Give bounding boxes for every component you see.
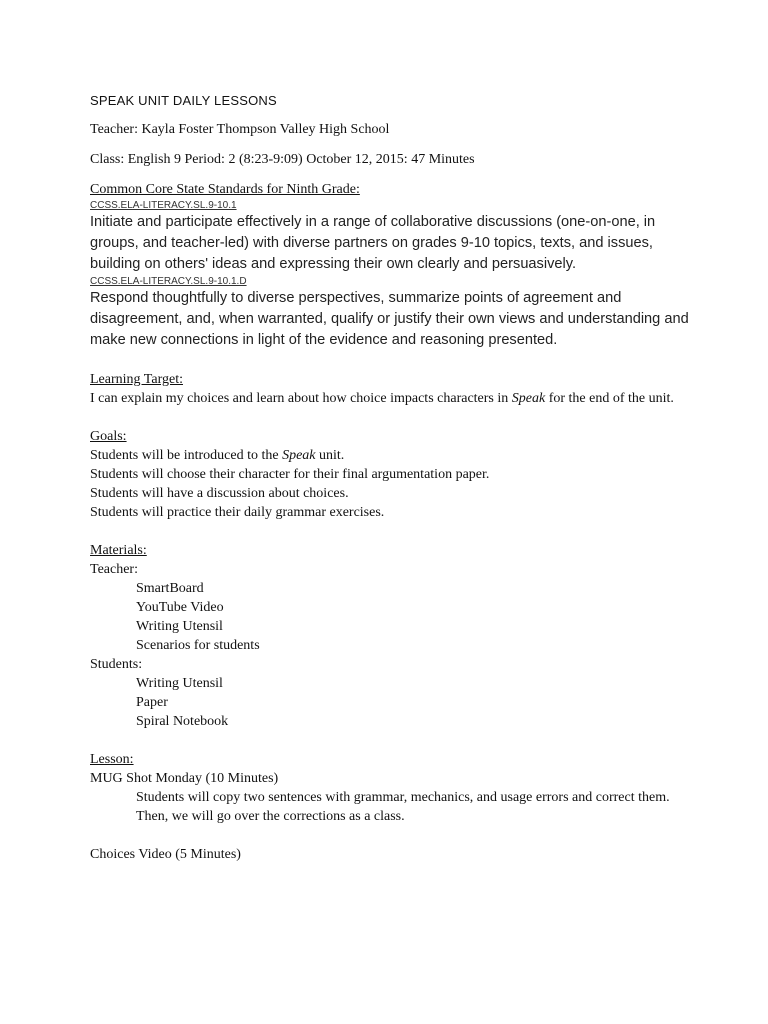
materials-section bbox=[90, 541, 690, 731]
standard-code-link[interactable]: CCSS.ELA-LITERACY.SL.9-10.1.D bbox=[90, 276, 247, 287]
lesson-plan-page bbox=[90, 92, 690, 864]
material-item: SmartBoard bbox=[136, 581, 204, 596]
student-materials-label: Students: bbox=[90, 657, 143, 672]
material-item: Paper bbox=[136, 695, 168, 710]
teacher-materials-label: Teacher: bbox=[90, 562, 138, 577]
document-title: SPEAK UNIT DAILY LESSONS bbox=[90, 93, 277, 108]
standard-text: Initiate and participate effectively in a range of collaborative discussions (one-on-one, in groups, and teacher-led) with diverse partners on grades 9-10 topics, texts, and issues, building on others' ideas and expressing their own clearly and persuasively. bbox=[90, 214, 656, 272]
goal-item: Students will be introduced to the Speak unit. bbox=[90, 448, 345, 463]
standard-text: Respond thoughtfully to diverse perspectives, summarize points of agreement and disagreement, and, when warranted, qualify or justify their own views and understanding and make new connections in light of the evidence and reasoning presented. bbox=[90, 290, 689, 348]
goal-item: Students will have a discussion about choices. bbox=[90, 486, 349, 501]
activity-description: Students will copy two sentences with grammar, mechanics, and usage errors and correct them. Then, we will go over the corrections as a class. bbox=[136, 790, 670, 824]
standard-code-link[interactable]: CCSS.ELA-LITERACY.SL.9-10.1 bbox=[90, 200, 237, 211]
goal-item: Students will practice their daily grammar exercises. bbox=[90, 505, 385, 520]
lesson-section bbox=[90, 750, 690, 864]
teacher-line: Teacher: Kayla Foster Thompson Valley High School bbox=[90, 122, 390, 137]
class-line: Class: English 9 Period: 2 (8:23-9:09) October 12, 2015: 47 Minutes bbox=[90, 152, 475, 167]
goal-item: Students will choose their character for their final argumentation paper. bbox=[90, 467, 490, 482]
material-item: Writing Utensil bbox=[136, 676, 223, 691]
goals-section bbox=[90, 427, 690, 522]
material-item: Scenarios for students bbox=[136, 638, 260, 653]
material-item: Writing Utensil bbox=[136, 619, 223, 634]
activity-title: Choices Video (5 Minutes) bbox=[90, 847, 241, 862]
activity-title: MUG Shot Monday (10 Minutes) bbox=[90, 771, 279, 786]
standards-section bbox=[90, 180, 690, 351]
material-item: Spiral Notebook bbox=[136, 714, 229, 729]
learning-target-heading: Learning Target: bbox=[90, 372, 183, 387]
goals-heading: Goals: bbox=[90, 429, 127, 444]
learning-target-text: I can explain my choices and learn about how choice impacts characters in Speak for the end of the unit. bbox=[90, 391, 674, 406]
material-item: YouTube Video bbox=[136, 600, 224, 615]
lesson-heading: Lesson: bbox=[90, 752, 134, 767]
materials-heading: Materials: bbox=[90, 543, 147, 558]
standards-heading: Common Core State Standards for Ninth Grade: bbox=[90, 182, 360, 197]
learning-target-section bbox=[90, 370, 690, 408]
